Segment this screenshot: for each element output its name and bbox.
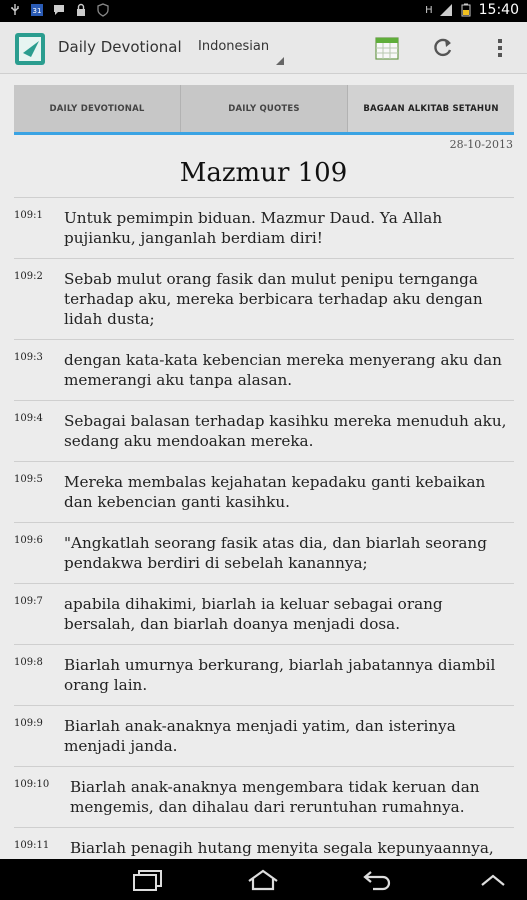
verse-number: 109:10 — [14, 779, 50, 790]
verse-text: apabila dihakimi, biarlah ia keluar sebagai orang bersalah, dan biarlah doanya menjadi dosa. — [64, 595, 443, 633]
tab-bagaan-alkitab-setahun[interactable]: BAGAAN ALKITAB SETAHUN — [348, 85, 514, 135]
back-icon — [361, 869, 393, 891]
verse-number: 109:11 — [14, 840, 50, 851]
back-button[interactable] — [357, 867, 397, 893]
refresh-button[interactable] — [429, 34, 457, 62]
verse-number: 109:4 — [14, 413, 43, 424]
calendar-button[interactable] — [373, 34, 401, 62]
recent-apps-icon — [131, 869, 163, 891]
overflow-menu-icon — [496, 37, 504, 59]
verse-item — [14, 644, 514, 705]
verse-text: Biarlah anak-anaknya menjadi yatim, dan isterinya menjadi janda. — [64, 717, 456, 755]
app-title: Daily Devotional — [58, 38, 182, 56]
reading-date: 28-10-2013 — [449, 138, 513, 151]
verse-number: 109:3 — [14, 352, 43, 363]
verse-text: "Angkatlah seorang fasik atas dia, dan biarlah seorang pendakwa berdiri di sebelah kanannya; — [64, 534, 487, 572]
verse-item — [14, 461, 514, 522]
verse-text: Biarlah umurnya berkurang, biarlah jabatannya diambil orang lain. — [64, 656, 496, 694]
home-icon — [246, 869, 280, 891]
verse-number: 109:8 — [14, 657, 43, 668]
action-bar — [0, 22, 527, 74]
calendar-icon — [374, 35, 400, 61]
chevron-up-icon — [479, 871, 507, 889]
verse-item — [14, 197, 514, 258]
navigation-bar — [0, 859, 527, 900]
calendar-icon — [30, 3, 44, 17]
verse-number: 109:5 — [14, 474, 43, 485]
verse-item — [14, 339, 514, 400]
verse-number: 109:2 — [14, 271, 43, 282]
verse-number: 109:6 — [14, 535, 43, 546]
svg-text:31: 31 — [32, 7, 42, 15]
usb-icon — [8, 3, 22, 17]
dropdown-arrow-icon[interactable] — [276, 57, 284, 65]
verse-number: 109:1 — [14, 210, 43, 221]
verse-item — [14, 258, 514, 339]
verse-number: 109:9 — [14, 718, 43, 729]
tab-daily-quotes[interactable]: DAILY QUOTES — [181, 85, 348, 132]
lock-icon — [74, 3, 88, 17]
verse-text: dengan kata-kata kebencian mereka menyerang aku dan memerangi aku tanpa alasan. — [64, 351, 502, 389]
verse-item — [14, 583, 514, 644]
shield-icon — [96, 3, 110, 17]
verse-text: Sebab mulut orang fasik dan mulut penipu ternganga terhadap aku, mereka berbicara terhadap aku dengan lidah dusta; — [64, 270, 483, 328]
verse-text: Sebagai balasan terhadap kasihku mereka menuduh aku, sedang aku mendoakan mereka. — [64, 412, 507, 450]
verse-text: Untuk pemimpin biduan. Mazmur Daud. Ya Allah pujianku, janganlah berdiam diri! — [64, 209, 443, 247]
tab-daily-devotional[interactable]: DAILY DEVOTIONAL — [14, 85, 181, 132]
verse-item — [14, 766, 514, 827]
verse-item — [14, 522, 514, 583]
recent-apps-button[interactable] — [127, 867, 167, 893]
verse-item — [14, 400, 514, 461]
verse-list[interactable] — [14, 197, 514, 885]
chevron-up-button[interactable] — [473, 867, 513, 893]
app-logo-icon[interactable] — [13, 31, 51, 67]
verse-text: Biarlah anak-anaknya mengembara tidak keruan dan mengemis, dan dihalau dari reruntuhan rumahnya. — [70, 778, 480, 816]
verse-text: Mereka membalas kejahatan kepadaku ganti kebaikan dan kebencian ganti kasihku. — [64, 473, 486, 511]
signal-icon — [439, 3, 453, 17]
verse-item — [14, 705, 514, 766]
chapter-title: Mazmur 109 — [179, 158, 348, 188]
verse-number: 109:7 — [14, 596, 43, 607]
status-bar — [0, 0, 527, 22]
chat-icon — [52, 3, 66, 17]
network-type: H — [425, 4, 433, 16]
clock: 15:40 — [478, 2, 519, 18]
language-selector[interactable]: Indonesian — [198, 39, 270, 54]
home-button[interactable] — [243, 867, 283, 893]
refresh-icon — [432, 37, 454, 59]
verse-text: Biarlah penagih hutang menyita segala kepunyaannya, — [70, 839, 494, 857]
overflow-menu-button[interactable] — [486, 34, 514, 62]
tab-bar — [14, 85, 514, 135]
battery-icon — [459, 3, 473, 17]
